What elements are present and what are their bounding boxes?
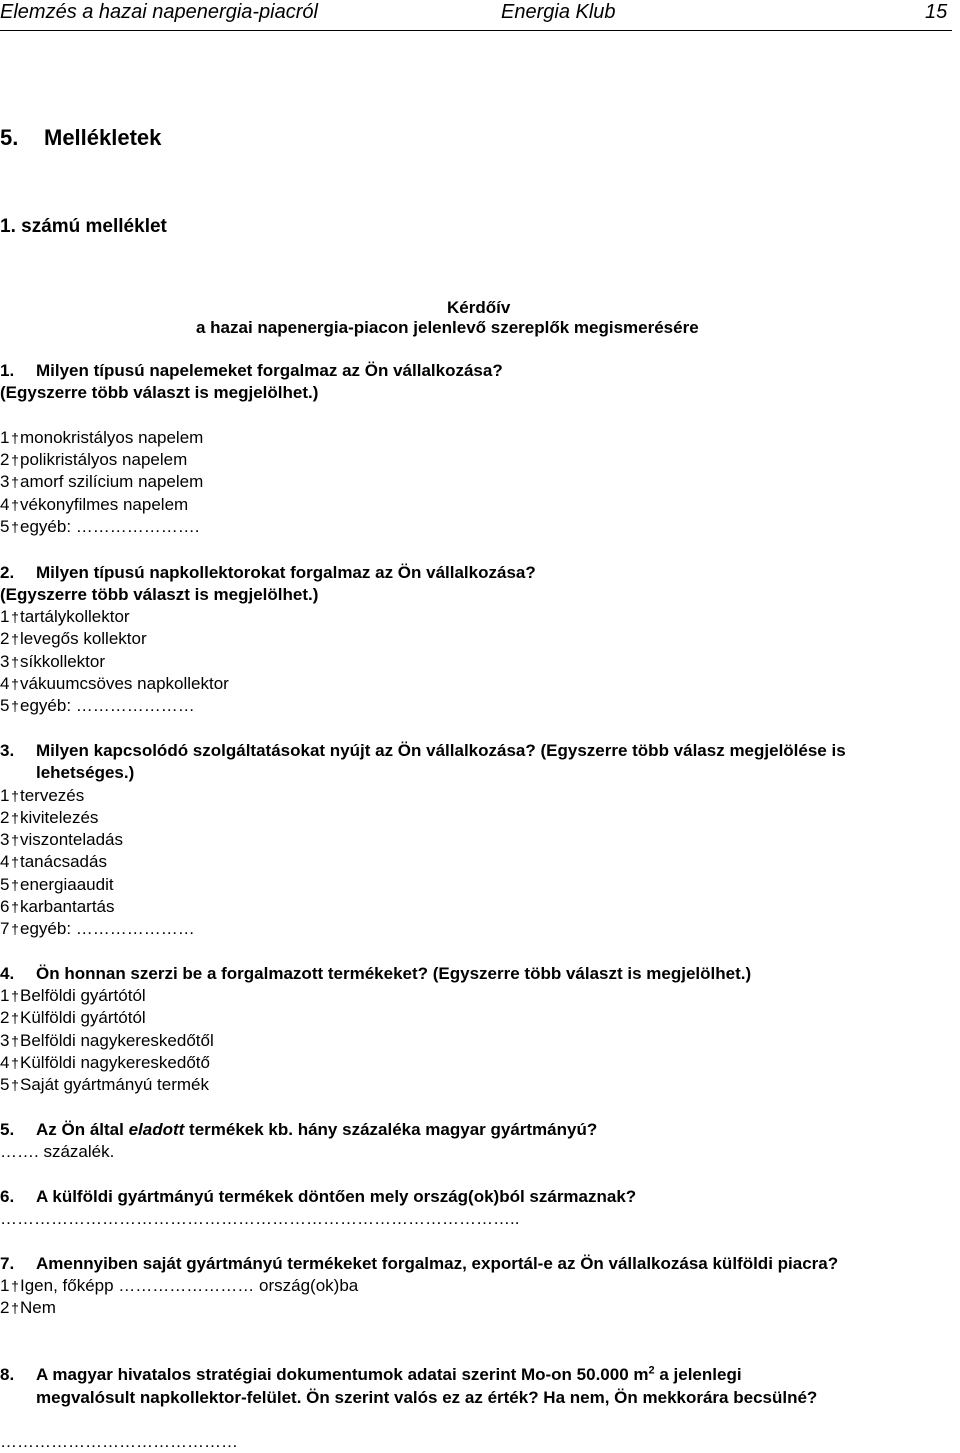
option-row[interactable]: 3† viszonteladás [0,829,123,851]
checkbox-icon[interactable] [10,516,20,538]
annex-title: 1. számú melléklet [0,216,167,237]
question-number: 8. [0,1365,15,1384]
form-title: Kérdőív [447,298,511,317]
checkbox-icon[interactable] [10,807,20,829]
option-row[interactable]: 5† Saját gyártmányú termék [0,1074,209,1096]
option-label: vékonyfilmes napelem [20,495,189,514]
checkbox-icon[interactable] [10,628,20,650]
option-label: monokristályos napelem [20,428,204,447]
option-row[interactable]: 4† vékonyfilmes napelem [0,494,188,516]
option-row[interactable]: 5† energiaaudit [0,874,114,896]
checkbox-icon[interactable] [10,785,20,807]
option-row[interactable]: 7† egyéb: ………………… [0,918,195,940]
option-label: Belföldi gyártótól [20,986,146,1005]
question-number: 6. [0,1187,15,1206]
checkbox-icon[interactable] [10,494,20,516]
option-label: tervezés [20,786,85,805]
question-6 [0,1186,636,1208]
question-1-note: (Egyszerre több választ is megjelölhet.) [0,383,319,402]
option-row[interactable]: 1† monokristályos napelem [0,427,203,449]
checkbox-icon[interactable] [10,606,20,628]
checkbox-icon[interactable] [10,1275,20,1297]
option-row[interactable]: 1† Igen, főképp …………………… ország(ok)ba [0,1275,358,1297]
question-number: 3. [0,741,15,760]
option-row[interactable]: 5† egyéb: ………………… [0,695,195,717]
answer-line[interactable]: ……. százalék. [0,1142,115,1161]
header-doc-title: Elemzés a hazai napenergia-piacról [0,1,318,23]
option-row[interactable]: 2† levegős kollektor [0,628,147,650]
option-label: Saját gyártmányú termék [20,1075,209,1094]
question-text: Milyen kapcsolódó szolgáltatásokat nyújt az Ön vállalkozása? (Egyszerre több válasz megjelölése is [36,741,846,760]
option-label: vákuumcsöves napkollektor [20,674,229,693]
question-text: Milyen típusú napkollektorokat forgalmaz az Ön vállalkozása? [36,563,536,582]
question-number: 5. [0,1120,15,1139]
checkbox-icon[interactable] [10,851,20,873]
option-label: egyéb: …………………. [20,517,200,536]
option-row[interactable]: 5† egyéb: …………………. [0,516,200,538]
option-label: egyéb: ………………… [20,919,195,938]
question-text-a: A magyar hivatalos stratégiai dokumentumok adatai szerint Mo-on 50.000 m [36,1365,649,1384]
question-number: 2. [0,563,15,582]
option-label: egyéb: ………………… [20,696,195,715]
question-text-a: Az Ön által [36,1120,129,1139]
checkbox-icon[interactable] [10,1007,20,1029]
option-label: polikristályos napelem [20,450,188,469]
answer-line[interactable]: ……………………………………………………………………………….. [0,1209,520,1228]
superscript: 2 [648,1364,655,1377]
question-4 [0,963,751,985]
question-3-line2: lehetséges.) [36,763,135,782]
checkbox-icon[interactable] [10,896,20,918]
question-3 [0,740,846,762]
option-label: amorf szilícium napelem [20,472,204,491]
option-label: tanácsadás [20,852,107,871]
question-text-b: a jelenlegi [654,1365,742,1384]
section-number: 5. [0,125,19,150]
option-label: viszonteladás [20,830,124,849]
question-text: Ön honnan szerzi be a forgalmazott termékeket? (Egyszerre több választ is megjelölhet.) [36,964,752,983]
checkbox-icon[interactable] [10,1297,20,1319]
header-page-number: 15 [925,1,948,23]
option-row[interactable]: 2† polikristályos napelem [0,449,187,471]
option-row[interactable]: 3† Belföldi nagykereskedőtől [0,1030,214,1052]
question-text: A külföldi gyártmányú termékek döntően mely ország(ok)ból származnak? [36,1187,637,1206]
option-label: energiaaudit [20,875,114,894]
question-8-line2: megvalósult napkollektor-felület. Ön szerint valós ez az érték? Ha nem, Ön mekkorára becsülné? [36,1388,818,1407]
question-text: Amennyiben saját gyártmányú termékeket forgalmaz, exportál-e az Ön vállalkozása külföldi piacra? [36,1254,839,1273]
option-row[interactable]: 1† tervezés [0,785,84,807]
option-row[interactable]: 2† kivitelezés [0,807,98,829]
option-row[interactable]: 2† Nem [0,1297,56,1319]
header-rule [0,30,952,31]
option-row[interactable]: 3† amorf szilícium napelem [0,471,203,493]
question-2-note: (Egyszerre több választ is megjelölhet.) [0,585,319,604]
answer-line[interactable]: …………………………………… [0,1432,238,1451]
option-row[interactable]: 1† Belföldi gyártótól [0,985,146,1007]
question-5 [0,1119,597,1141]
question-8 [0,1364,742,1386]
question-text: Milyen típusú napelemeket forgalmaz az Ön vállalkozása? [36,361,503,380]
option-row[interactable]: 4† tanácsadás [0,851,107,873]
option-row[interactable]: 4† Külföldi nagykereskedőtő [0,1052,210,1074]
checkbox-icon[interactable] [10,985,20,1007]
question-text-b: termékek kb. hány százaléka magyar gyártmányú? [184,1120,598,1139]
checkbox-icon[interactable] [10,651,20,673]
option-row[interactable]: 1† tartálykollektor [0,606,130,628]
question-1 [0,360,503,382]
checkbox-icon[interactable] [10,1030,20,1052]
checkbox-icon[interactable] [10,918,20,940]
section-title: Mellékletek [44,125,162,150]
form-subtitle: a hazai napenergia-piacon jelenlevő szereplők megismerésére [196,318,699,337]
option-label: Nem [20,1298,56,1317]
checkbox-icon[interactable] [10,471,20,493]
checkbox-icon[interactable] [10,427,20,449]
option-label: Igen, főképp …………………… ország(ok)ba [20,1276,359,1295]
checkbox-icon[interactable] [10,874,20,896]
question-number: 1. [0,361,15,380]
question-7 [0,1253,838,1275]
checkbox-icon[interactable] [10,449,20,471]
option-label: Külföldi gyártótól [20,1008,146,1027]
section-heading [0,127,161,149]
header-org: Energia Klub [501,1,616,23]
option-label: Belföldi nagykereskedőtől [20,1031,214,1050]
checkbox-icon[interactable] [10,1052,20,1074]
option-label: kivitelezés [20,808,99,827]
option-label: Külföldi nagykereskedőtő [20,1053,210,1072]
checkbox-icon[interactable] [10,673,20,695]
option-row[interactable]: 3† síkkollektor [0,651,105,673]
checkbox-icon[interactable] [10,1074,20,1096]
question-2 [0,562,536,584]
option-row[interactable]: 4† vákuumcsöves napkollektor [0,673,229,695]
checkbox-icon[interactable] [10,829,20,851]
question-number: 7. [0,1254,15,1273]
option-label: tartálykollektor [20,607,130,626]
option-label: levegős kollektor [20,629,147,648]
question-text-em: eladott [128,1120,185,1139]
checkbox-icon[interactable] [10,695,20,717]
option-label: karbantartás [20,897,115,916]
question-number: 4. [0,964,15,983]
option-label: síkkollektor [20,652,106,671]
option-row[interactable]: 2† Külföldi gyártótól [0,1007,146,1029]
option-row[interactable]: 6† karbantartás [0,896,115,918]
